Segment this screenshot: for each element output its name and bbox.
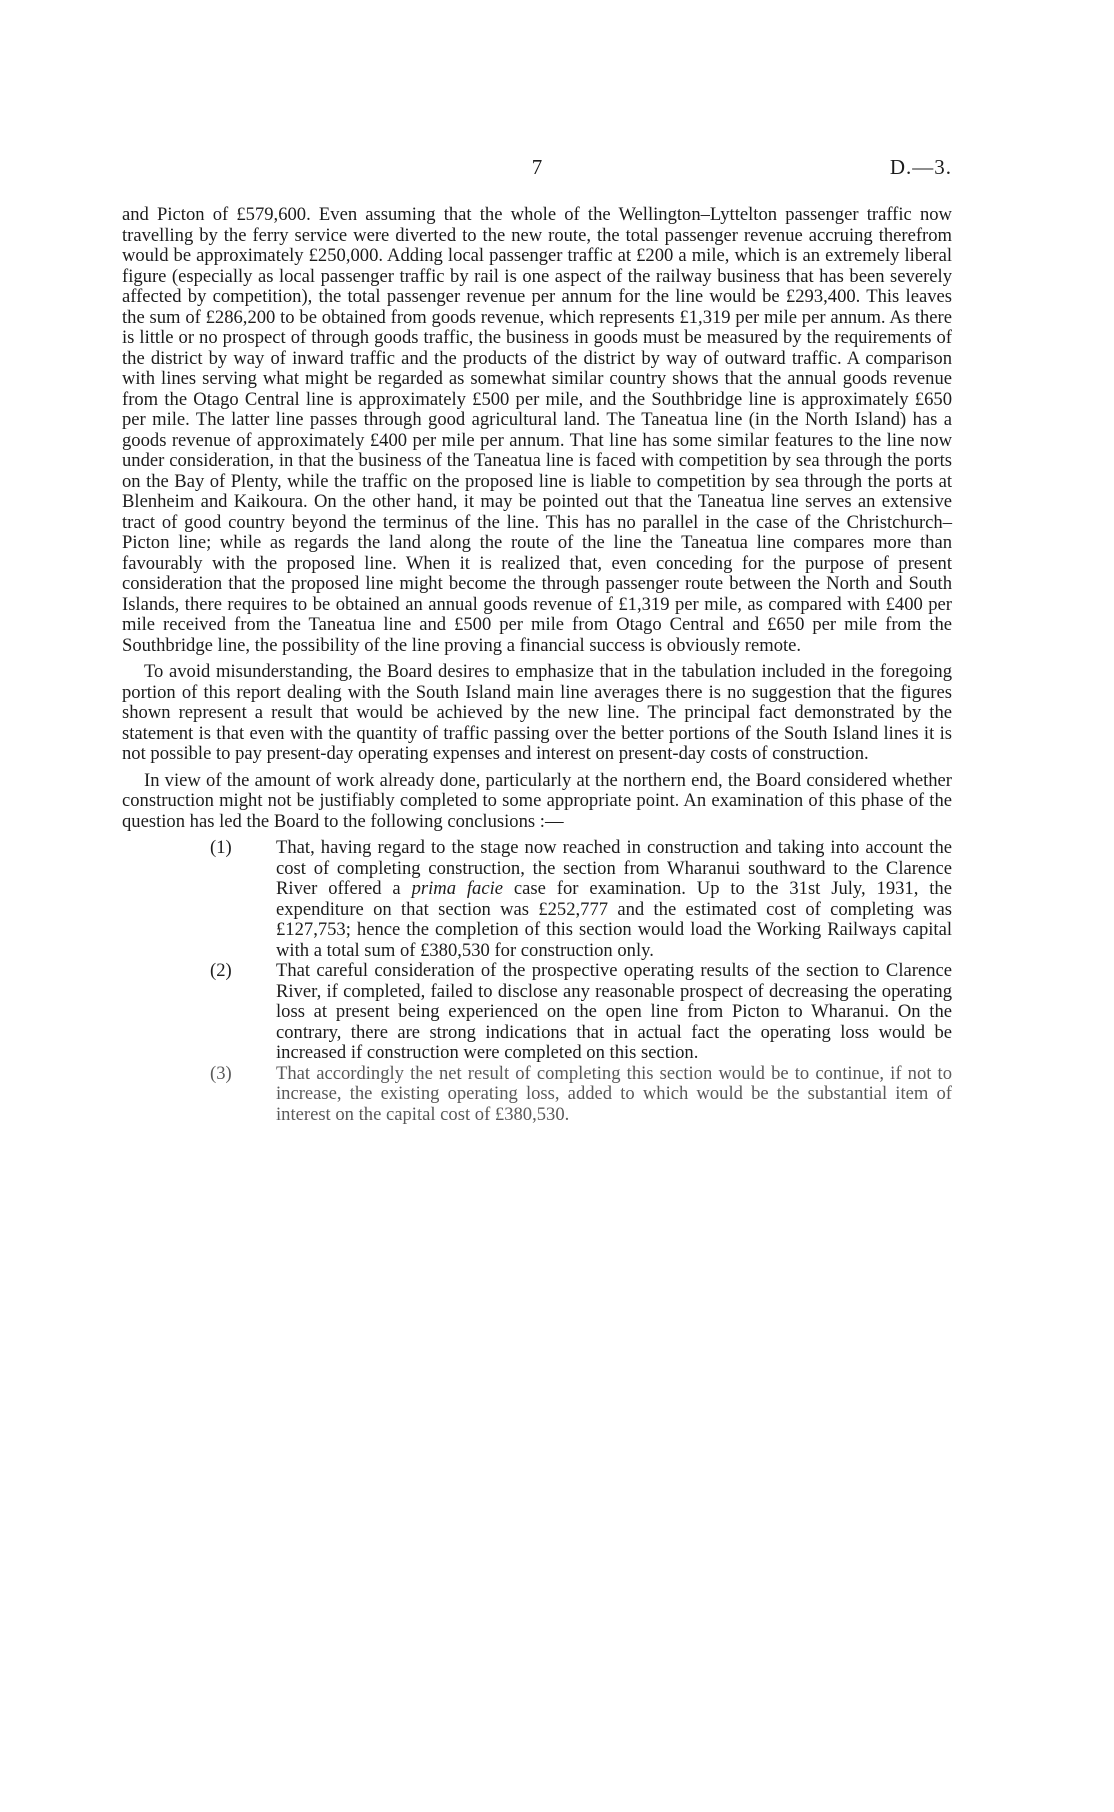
page-header <box>122 155 952 181</box>
list-item <box>210 837 952 961</box>
list-text-part: That, having regard to the stage now reached in construction and taking into account the cost of completing construction, the section from Wharanui southward to the Clarence River offered a <box>276 837 952 899</box>
list-item <box>210 960 952 1064</box>
page-number: 7 <box>531 155 543 179</box>
list-item <box>210 1062 952 1126</box>
conclusions-list <box>122 838 952 1125</box>
list-item-text: That accordingly the net result of completing this section would be to continue, if not to increase, the existing operating loss, added to which would be the substantial item of interest on the capital cost of £380,530. <box>276 1062 952 1125</box>
paragraph: In view of the amount of work already done, particularly at the northern end, the Board considered whether construction might not be justifiably completed to some appropriate point. An examination of this phase of the question has led the Board to the following conclusions :— <box>122 769 952 832</box>
paragraph: To avoid misunderstanding, the Board desires to emphasize that in the tabulation included in the foregoing portion of this report dealing with the South Island main line averages there is no suggestion that the figures shown represent a result that would be achieved by the new line. The principal fact demonstrated by the statement is that even with the quantity of traffic passing over the better portions of the South Island lines it is not possible to pay present-day operating expenses and interest on present-day costs of construction. <box>122 661 952 764</box>
list-text-part: case for examination. Up to the 31st July, 1931, the expenditure on that section was £252,777 and the estimated cost of completing was £127,753; hence the completion of this section would load the Working Railways capital with a total sum of £380,530 for construction only. <box>276 878 952 961</box>
list-item-text: That careful consideration of the prospective operating results of the section to Clarence River, if completed, failed to disclose any reasonable prospect of decreasing the operating loss at present being experienced on the open line from Picton to Wharanui. On the contrary, there are strong indications that in actual fact the operating loss would be increased if construction were completed on this section. <box>276 960 952 1063</box>
paragraph: and Picton of £579,600. Even assuming that the whole of the Wellington–Lyttelton passenger traffic now travelling by the ferry service were diverted to the new route, the total passenger revenue accruing therefrom would be approximately £250,000. Adding local passenger traffic at £200 a mile, which is an extremely liberal figure (especially as local passenger traffic by rail is one aspect of the railway business that has been severely affected by competition), the total passenger revenue per annum for the line would be £293,400. This leaves the sum of £286,200 to be obtained from goods revenue, which represents £1,319 per mile per annum. As there is little or no prospect of through goods traffic, the business in goods must be measured by the requirements of the district by way of inward traffic and the products of the district by way of outward traffic. A comparison with lines serving what might be regarded as somewhat similar country shows that the annual goods revenue from the Otago Central line is approximately £500 per mile, and the Southbridge line is approximately £650 per mile. The latter line passes through good agricultural land. The Taneatua line (in the North Island) has a goods revenue of approximately £400 per mile per annum. That line has some similar features to the line now under consideration, in that the business of the Taneatua line is faced with competition by sea through the ports on the Bay of Plenty, while the traffic on the proposed line is liable to competition by sea through the ports at Blenheim and Kaikoura. On the other hand, it may be pointed out that the Taneatua line serves an extensive tract of good country beyond the terminus of the line. This has no parallel in the case of the Christchurch–Picton line; while as regards the land along the route of the line the Taneatua line compares more than favourably with the proposed line. When it is realized that, even conceding for the purpose of present consideration that the proposed line might become the through passenger route between the North and South Islands, there requires to be obtained an annual goods revenue of £1,319 per mile, as compared with £400 per mile received from the Taneatua line and £500 per mile from Otago Central and £650 per mile from the Southbridge line, the possibility of the line proving a financial success is obviously remote. <box>122 204 952 656</box>
list-item-number: (1) <box>210 837 232 858</box>
list-item-text <box>276 838 952 961</box>
document-reference: D.—3. <box>889 155 952 179</box>
list-text-italic: prima facie <box>411 878 504 899</box>
body-text <box>122 205 952 1125</box>
list-item-number: (2) <box>210 960 232 981</box>
list-item-number: (3) <box>210 1062 232 1084</box>
